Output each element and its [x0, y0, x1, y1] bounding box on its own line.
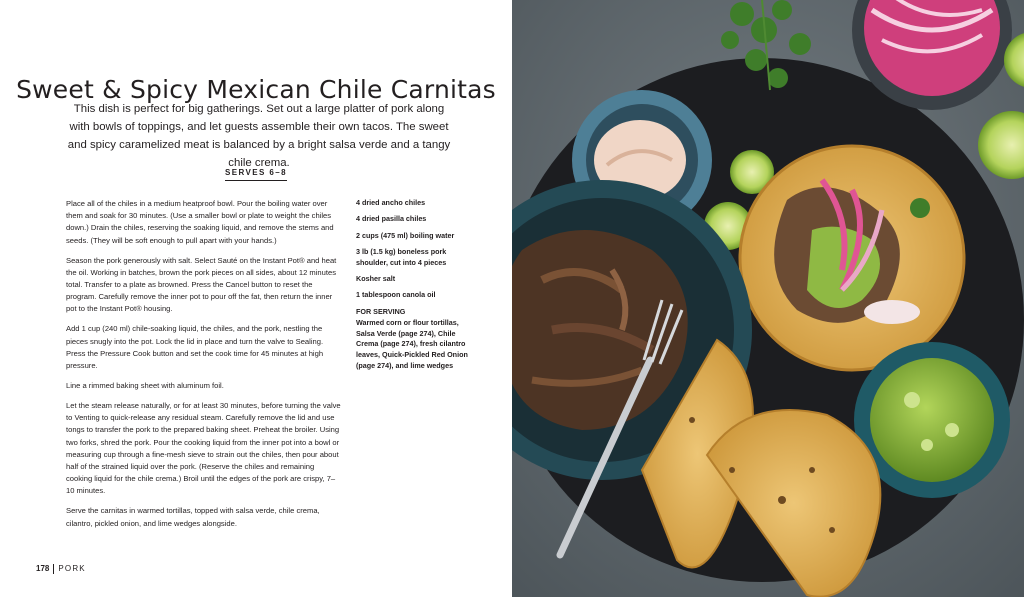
page-number: 178 [36, 564, 50, 573]
food-photo-illustration [512, 0, 1024, 597]
ingredient-item: 2 cups (475 ml) boiling water [356, 230, 455, 240]
serves-label-row [0, 162, 512, 181]
method-step: Let the steam release naturally, or for at least 30 minutes, before turning the valve to Venting to quick-release any residual steam. Carefully remove the lid and use tongs to transfer the pork to the prepared baking sheet. Preheat the broiler. Using two forks, shred the pork. Pour the cooking liquid from the inner pot into a bowl or measuring cup through a fine-mesh sieve to strain out the chiles, then pour about half of the strained liquid over the pork. (Reserve the chiles and remaining cooking liquid for the chile crema.) Broil until the edges of the pork are crispy, 7–10 minutes. [66, 401, 341, 496]
method-steps [66, 198, 341, 538]
ingredient-item: 4 dried pasilla chiles [356, 214, 427, 224]
ingredient-list [356, 198, 468, 372]
assembled-taco [740, 146, 964, 370]
recipe-intro: This dish is perfect for big gatherings. Set out a large platter of pork along with bowls of toppings, and let guests assemble their own tacos. The sweet and spicy caramelized meat is balanced by a bright salsa verde and a tangy chile crema. [67, 103, 451, 169]
ingredient-item: 3 lb (1.5 kg) boneless pork shoulder, cut into 4 pieces [356, 246, 447, 267]
ingredient-item: 1 tablespoon canola oil [356, 290, 436, 300]
method-step: Season the pork generously with salt. Select Sauté on the Instant Pot® and heat the oil. Working in batches, brown the pork pieces on all sides, about 12 minutes total. Transfer to a plate as browned. Press the Cancel button to reset the program. Carefully remove the inner pot to pour off the fat, then return the inner pot to the Instant Pot® housing. [66, 255, 337, 314]
ingredient-item: 4 dried ancho chiles [356, 198, 426, 207]
for-serving-heading: FOR SERVING [356, 307, 406, 317]
for-serving-text: Warmed corn or flour tortillas, Salsa Verde (page 274), Chile Crema (page 274), fresh cilantro leaves, Quick-Pickled Red Onion (page 274), and lime wedges [356, 317, 468, 371]
page-folio [36, 564, 86, 574]
method-step: Serve the carnitas in warmed tortillas, topped with salsa verde, chile crema, cilantro, pickled onion, and lime wedges alongside. [66, 506, 320, 528]
recipe-title: Sweet & Spicy Mexican Chile Carnitas [16, 74, 496, 104]
section-name: PORK [58, 564, 86, 573]
ingredient-item: Kosher salt [356, 273, 396, 283]
method-step: Add 1 cup (240 ml) chile-soaking liquid, the chiles, and the pork, nestling the pieces snugly into the pot. Lock the lid in place and turn the valve to Sealing. Press the Pressure Cook button and set the cook time for 45 minutes at high pressure. [66, 324, 324, 371]
method-step: Line a rimmed baking sheet with aluminum foil. [66, 381, 224, 391]
serves-label: SERVES 6–8 [225, 168, 287, 181]
folio-divider [53, 564, 54, 574]
food-photo [512, 0, 1024, 597]
method-step: Place all of the chiles in a medium heatproof bowl. Pour the boiling water over them and soak for 30 minutes. (Use a smaller bowl or plate to weight the chiles down.) Drain the chiles, reserving the soaking liquid, and remove the stems and seeds. (They will be soft enough to pull apart with your hands.) [66, 199, 334, 245]
